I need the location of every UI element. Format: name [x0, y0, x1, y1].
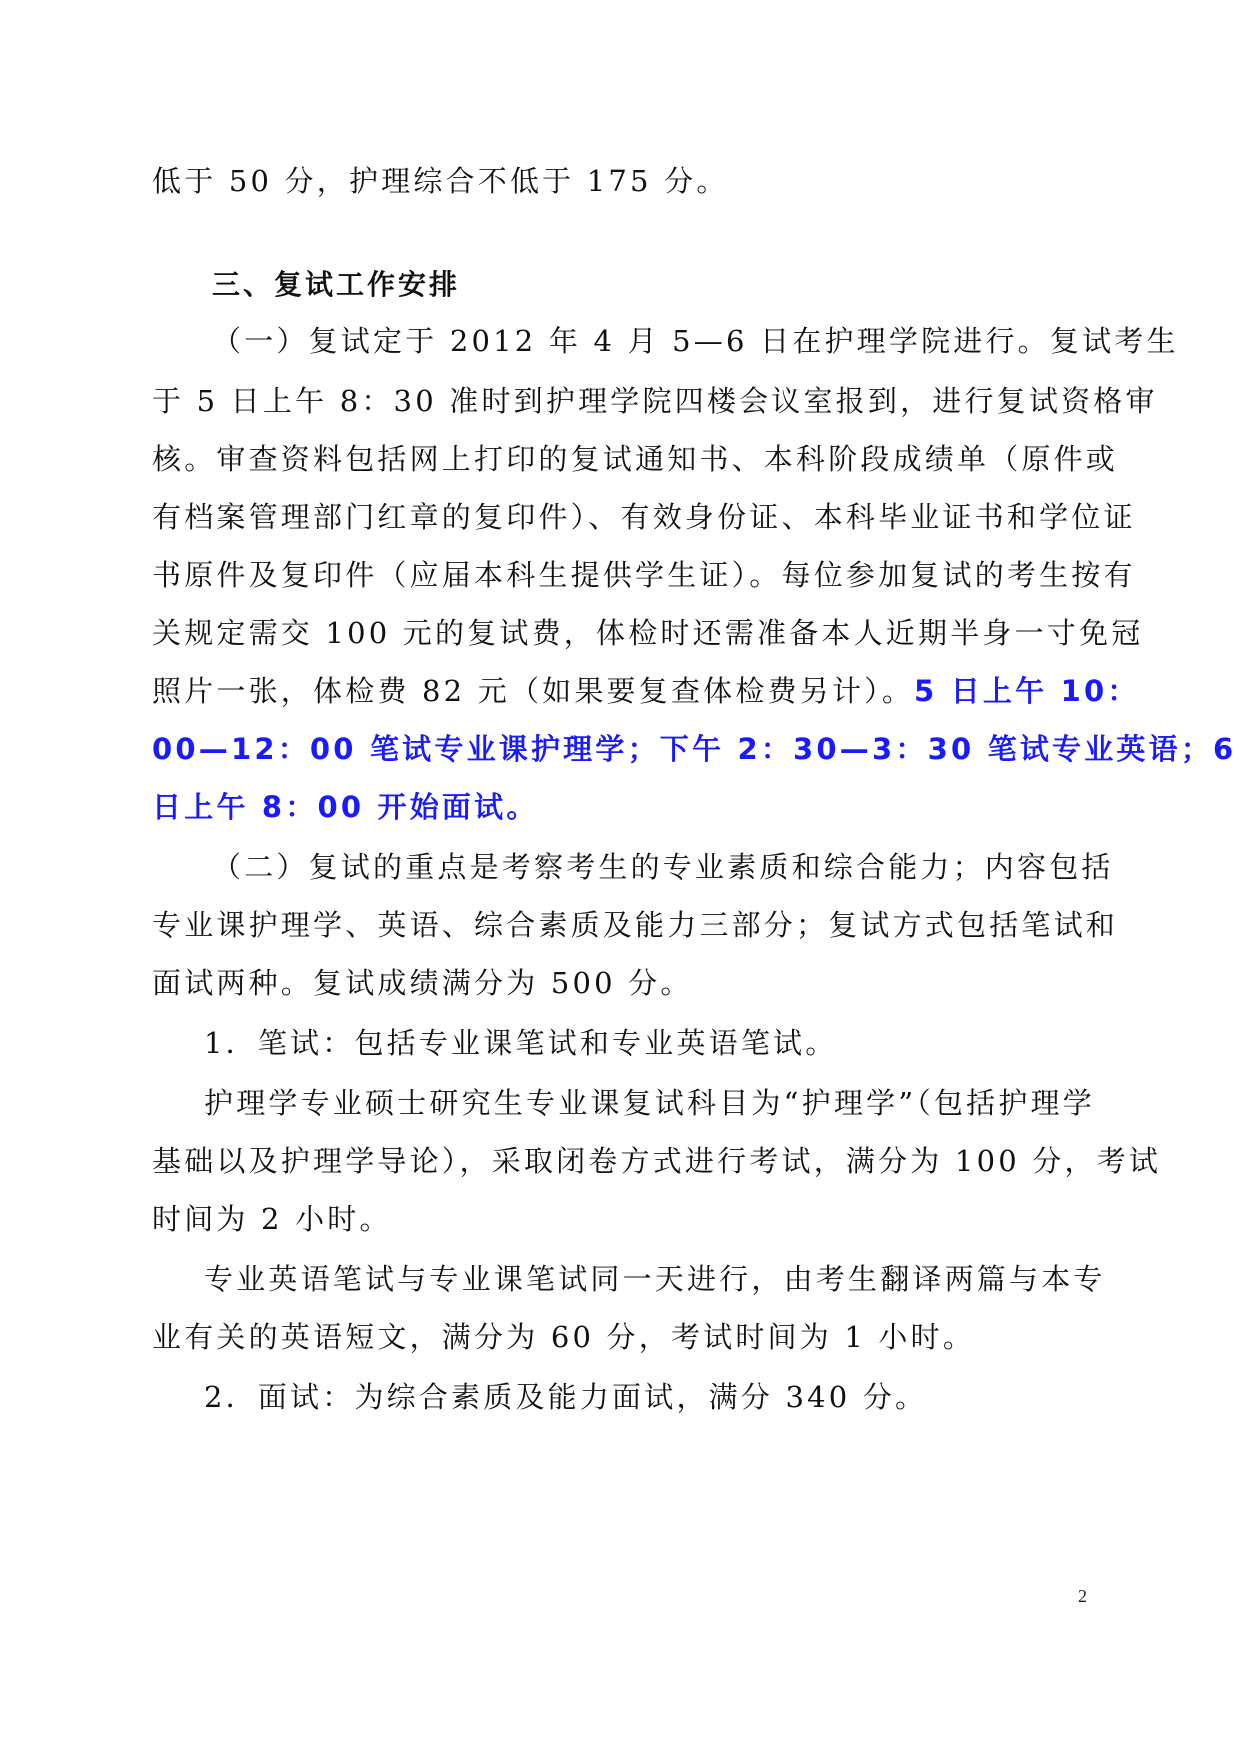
body-text-line: [152, 963, 1087, 1003]
body-text-line: [204, 1259, 1106, 1299]
body-text-line: [152, 905, 1119, 945]
body-text-line: [152, 1141, 1162, 1181]
section-heading: [212, 265, 1087, 305]
text-segment: 于 5 日上午 8：30 准时到护理学院四楼会议室报到，进行复试资格审: [152, 384, 1158, 418]
text-segment: 2．面试：为综合素质及能力面试，满分 340 分。: [204, 1380, 928, 1414]
body-text-line: [152, 671, 1140, 711]
text-segment: 有档案管理部门红章的复印件）、有效身份证、本科毕业证书和学位证: [152, 500, 1136, 534]
text-segment: （二）复试的重点是考察考生的专业素质和综合能力；内容包括: [212, 850, 1114, 884]
text-segment: 专业课护理学、英语、综合素质及能力三部分；复试方式包括笔试和: [152, 908, 1119, 942]
highlighted-schedule-line: [152, 729, 1237, 769]
text-segment: 核。审查资料包括网上打印的复试通知书、本科阶段成绩单（原件或: [152, 442, 1119, 476]
page-number: 2: [1078, 1586, 1087, 1606]
body-text-line: [152, 1317, 1087, 1357]
body-text-line: [152, 439, 1119, 479]
body-text-line: [212, 321, 1179, 361]
body-text-line: [212, 847, 1114, 887]
body-text-line: [152, 497, 1136, 537]
text-segment: 面试两种。复试成绩满分为 500 分。: [152, 966, 693, 1000]
text-segment: 护理学专业硕士研究生专业课复试科目为“护理学”（包括护理学: [204, 1086, 1095, 1120]
body-text-line: [152, 1199, 1087, 1239]
highlighted-schedule-line: [152, 787, 1087, 827]
body-text-line: [152, 613, 1144, 653]
body-text-line: [152, 161, 1087, 201]
body-text-line: [152, 555, 1136, 595]
text-segment: 业有关的英语短文，满分为 60 分，考试时间为 1 小时。: [152, 1320, 976, 1354]
text-segment: 照片一张，体检费 82 元（如果要复查体检费另计）。: [152, 674, 915, 708]
text-segment: 书原件及复印件（应届本科生提供学生证）。每位参加复试的考生按有: [152, 558, 1136, 592]
highlighted-text: 00—12：00 笔试专业课护理学；下午 2：30—3：30 笔试专业英语；6: [152, 732, 1237, 766]
text-segment: 关规定需交 100 元的复试费，体检时还需准备本人近期半身一寸免冠: [152, 616, 1144, 650]
body-text-line: [204, 1023, 1087, 1063]
text-segment: （一）复试定于 2012 年 4 月 5—6 日在护理学院进行。复试考生: [212, 324, 1179, 358]
text-segment: 三、复试工作安排: [212, 268, 461, 301]
highlighted-text: 日上午 8：00 开始面试。: [152, 790, 539, 824]
text-segment: 1．笔试：包括专业课笔试和专业英语笔试。: [204, 1026, 838, 1060]
text-segment: 专业英语笔试与专业课笔试同一天进行，由考生翻译两篇与本专: [204, 1262, 1106, 1296]
body-text-line: [152, 381, 1158, 421]
text-segment: 低于 50 分，护理综合不低于 175 分。: [152, 164, 729, 198]
highlighted-text: 5 日上午 10：: [914, 674, 1140, 708]
body-text-line: [204, 1377, 1087, 1417]
text-segment: 时间为 2 小时。: [152, 1202, 392, 1236]
text-segment: 基础以及护理学导论），采取闭卷方式进行考试，满分为 100 分，考试: [152, 1144, 1162, 1178]
body-text-line: [204, 1083, 1095, 1123]
